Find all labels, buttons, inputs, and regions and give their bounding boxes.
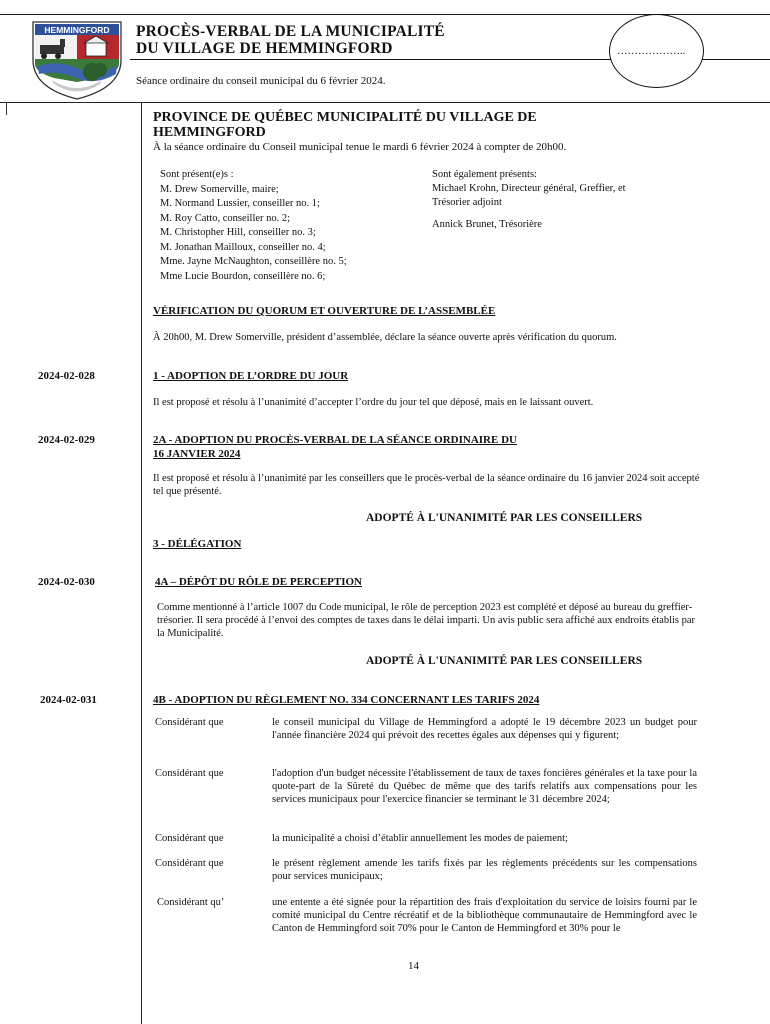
also-present-list (432, 168, 626, 232)
header-bottom-rule-2 (0, 102, 770, 103)
considerant-text: le conseil municipal du Village de Hemmingford a adopté le 19 décembre 2023 un budget pour l'année financière 2024 qui prévoit des recettes égales aux dépenses qui y figurent; (272, 717, 697, 741)
province-title-line-1: PROVINCE DE QUÉBEC MUNICIPALITÉ DU VILLAGE DE (153, 110, 537, 125)
resolution-number: 2024-02-031 (40, 694, 97, 706)
document-title (136, 23, 445, 57)
considerant-label: Considérant que (155, 768, 224, 779)
considerant-text: une entente a été signée pour la répartition des frais d'exploitation du service de loisirs fourni par le comité municipal du Centre récréatif et de la bibliothèque communautaire de Hemmingford avec le Canton de Hemmingford soit 70% pour le Canton de Hemmingford et 30% pour le (272, 897, 697, 934)
resolution-number: 2024-02-029 (38, 434, 95, 446)
section-heading-line: 16 JANVIER 2024 (153, 447, 241, 460)
intro-text: À la séance ordinaire du Conseil municipal tenue le mardi 6 février 2024 à compter de 20h00. (153, 141, 567, 153)
resolution-text: Il est proposé et résolu à l’unanimité d’accepter l’ordre du jour tel que déposé, mais en le laissant ouvert. (153, 397, 594, 408)
considerant-text: le présent règlement amende les tarifs fixés par les règlements précédents sur les compensations pour services municipaux; (272, 858, 697, 882)
section-heading: 1 - ADOPTION DE L’ORDRE DU JOUR (153, 370, 349, 382)
present-line: Mme Lucie Bourdon, conseillère no. 6; (160, 270, 326, 282)
also-present-line: Trésorier adjoint (432, 197, 502, 208)
adopted-statement: ADOPTÉ À L'UNANIMITÉ PAR LES CONSEILLERS (366, 512, 643, 524)
section-heading: 3 - DÉLÉGATION (153, 538, 242, 550)
title-line-2: DU VILLAGE DE HEMMINGFORD (136, 40, 393, 57)
also-present-line: Annick Brunet, Trésorière (432, 219, 542, 230)
section-heading: 4A – DÉPÔT DU RÔLE DE PERCEPTION (155, 576, 362, 588)
considerant-text: la municipalité a choisi d’établir annuellement les modes de paiement; (272, 833, 568, 844)
adopted-statement: ADOPTÉ À L'UNANIMITÉ PAR LES CONSEILLERS (366, 655, 643, 667)
present-line: Mme. Jayne McNaughton, conseillère no. 5; (160, 256, 347, 267)
present-line: M. Jonathan Mailloux, conseiller no. 4; (160, 241, 326, 253)
considerant-text: l'adoption d'un budget nécessite l'établissement de taux de taxes foncières générales et la taxe pour la quote-part de la Sûreté du Québec de même que des tarifs relatifs aux compensations pour les services municipaux pour l'exercice financier se terminant le 31 décembre 2024; (272, 768, 697, 805)
considerant-label: Considérant qu’ (157, 897, 225, 908)
present-list (160, 168, 347, 284)
session-subtitle: Séance ordinaire du conseil municipal du 6 février 2024. (136, 75, 386, 87)
province-title (153, 110, 537, 140)
initials-oval (609, 14, 704, 88)
also-present-line (432, 210, 626, 218)
considerant-label: Considérant que (155, 858, 224, 869)
quorum-heading: VÉRIFICATION DU QUORUM ET OUVERTURE DE L’ASSEMBLÉE (153, 305, 496, 317)
considerant-label: Considérant que (155, 717, 224, 728)
resolution-text: Il est proposé et résolu à l’unanimité par les conseillers que le procès-verbal de la séance ordinaire du 16 janvier 2024 soit accepté tel que présenté. (153, 473, 700, 497)
present-line: Sont présent(e)s : (160, 169, 234, 180)
province-title-line-2: HEMMINGFORD (153, 125, 266, 140)
section-heading: 4B - ADOPTION DU RÈGLEMENT NO. 334 CONCERNANT LES TARIFS 2024 (153, 694, 540, 706)
present-line: M. Drew Somerville, maire; (160, 183, 279, 195)
present-line: M. Normand Lussier, conseiller no. 1; (160, 198, 320, 209)
page-number: 14 (408, 960, 419, 972)
also-present-line: Sont également présents: (432, 169, 537, 180)
title-line-1: PROCÈS-VERBAL DE LA MUNICIPALITÉ (136, 23, 445, 40)
considerant-label: Considérant que (155, 833, 224, 844)
margin-vertical-rule (141, 103, 142, 1024)
section-heading-line: 2A - ADOPTION DU PROCÈS-VERBAL DE LA SÉANCE ORDINAIRE DU (153, 434, 517, 446)
present-line: M. Roy Catto, conseiller no. 2; (160, 212, 291, 224)
municipal-crest-logo (30, 20, 124, 100)
present-line: M. Christopher Hill, conseiller no. 3; (160, 227, 316, 238)
margin-tick (6, 103, 7, 115)
resolution-number: 2024-02-028 (38, 370, 95, 382)
resolution-number: 2024-02-030 (38, 576, 95, 588)
svg-text:HEMMINGFORD: HEMMINGFORD (44, 25, 110, 35)
quorum-text: À 20h00, M. Drew Somerville, président d’assemblée, déclare la séance ouverte après vérification du quorum. (153, 332, 617, 343)
section-heading (153, 434, 517, 461)
also-present-line: Michael Krohn, Directeur général, Greffier, et (432, 183, 626, 194)
resolution-text: Comme mentionné à l’article 1007 du Code municipal, le rôle de perception 2023 est complété et déposé au bureau du greffier-trésorier. Il sera procédé à l’envoi des comptes de taxes dans le délai imparti. Un avis public sera affiché aux endroits établis par la Municipalité. (157, 602, 696, 639)
initials-dots: ……………….. (617, 46, 686, 57)
